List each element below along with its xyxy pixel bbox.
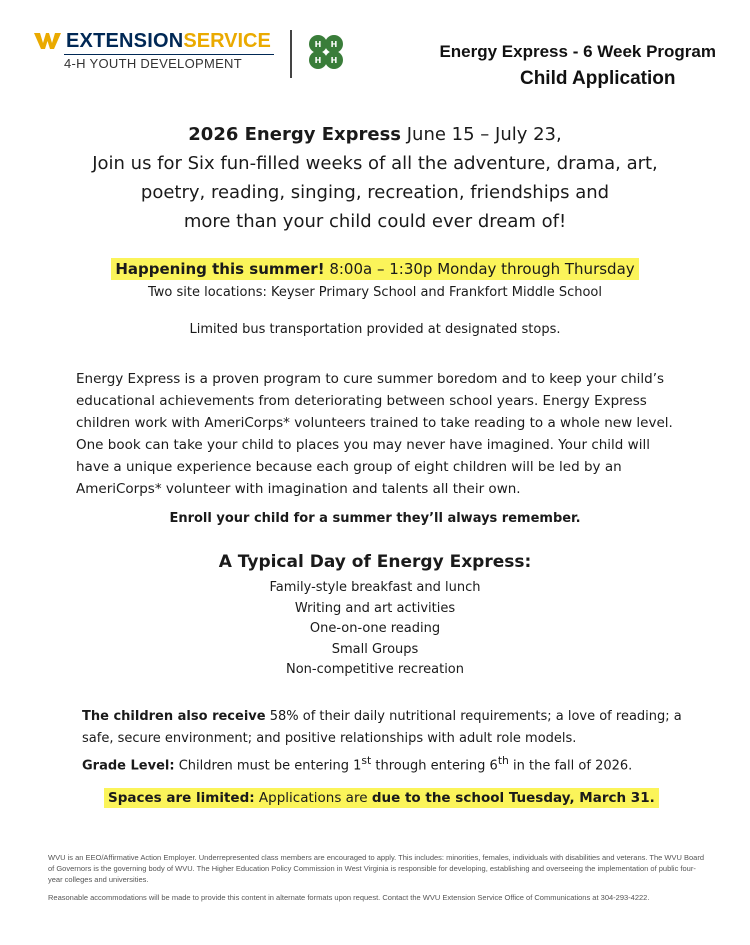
- intro-year-title: 2026 Energy Express: [188, 124, 402, 145]
- program-title-block: [439, 42, 716, 90]
- 4h-clover-icon: [304, 30, 348, 74]
- logo-rule: [64, 54, 274, 55]
- happening-label: Happening this summer!: [115, 260, 325, 278]
- grade-sup-b: th: [497, 754, 509, 767]
- program-description: Energy Express is a proven program to cure summer boredom and to keep your child’s educational achievements from deteriorating between school years. Energy Express children work with AmeriCorps* volunteers trained to take reading to a whole new level. One book can take your child to places you may never have imagined. Your child will have a unique experience because each group of eight children will be led by an AmeriCorps* volunteer with imagination and talents all their own.: [76, 371, 673, 497]
- svg-text:H: H: [330, 40, 338, 49]
- logo-service-text: SERVICE: [183, 30, 271, 52]
- benefits-text: 58% of their daily nutritional requirements; a love of reading; a safe, secure environment; and positive relationships with adult role models.: [82, 709, 682, 746]
- spaces-mid: Applications are: [254, 790, 372, 806]
- bus-transportation: Limited bus transportation provided at designated stops.: [189, 322, 561, 337]
- typical-day-item: Small Groups: [331, 641, 419, 657]
- benefits-section: [82, 706, 682, 777]
- grade-level-line: [82, 750, 682, 777]
- program-title: Energy Express - 6 Week Program: [439, 42, 716, 61]
- logo-subtitle: 4-H YOUTH DEVELOPMENT: [64, 56, 242, 71]
- enroll-callout: Enroll your child for a summer they’ll always remember.: [169, 511, 581, 526]
- svg-text:H: H: [314, 40, 322, 49]
- eeo-statement: WVU is an EEO/Affirmative Action Employer. Underrepresented class members are encouraged to apply. This includes: minorities, females, individuals with disabilities and veterans. The WVU Board of Governors is the governing body of WVU. The Higher Education Policy Commission in West Virginia is responsible for developing, establishing and overseeing the implementation of public four-year colleges and universities.: [48, 853, 704, 884]
- deadline-notice: [104, 788, 659, 808]
- application-title: Child Application: [519, 68, 676, 89]
- header: [34, 28, 724, 88]
- logo-extension-text: EXTENSION: [66, 30, 184, 52]
- typical-day-item: Non-competitive recreation: [286, 662, 464, 677]
- intro-line-4: more than your child could ever dream of!: [183, 211, 567, 232]
- site-locations: Two site locations: Keyser Primary School and Frankfort Middle School: [148, 285, 602, 300]
- svg-text:H: H: [330, 56, 338, 65]
- grade-sup-a: st: [361, 754, 372, 767]
- spaces-label: Spaces are limited:: [108, 790, 255, 806]
- typical-day-item: Writing and art activities: [294, 600, 456, 616]
- intro-dates: June 15 – July 23,: [401, 124, 562, 145]
- grade-level-label: Grade Level:: [82, 758, 175, 774]
- typical-day-item: One-on-one reading: [309, 621, 441, 636]
- happening-highlight: [111, 258, 638, 280]
- typical-day-item: Family-style breakfast and lunch: [269, 580, 481, 595]
- typical-day-section: [0, 552, 750, 681]
- header-divider: [290, 30, 292, 78]
- happening-time: 8:00a – 1:30p Monday through Thursday: [324, 260, 635, 278]
- deadline-date: due to the school Tuesday, March 31.: [371, 790, 655, 806]
- typical-day-title: A Typical Day of Energy Express:: [218, 552, 532, 572]
- grade-text-b: through entering 6: [371, 758, 498, 774]
- intro-line-2: Join us for Six fun-filled weeks of all the adventure, drama, art,: [92, 153, 658, 174]
- accommodation-statement: Reasonable accommodations will be made to provide this content in alternate formats upon request. Contact the WVU Extension Service Office of Communications at 304-293-4222.: [48, 893, 650, 902]
- benefits-label: The children also receive: [82, 709, 266, 724]
- svg-text:H: H: [314, 56, 322, 65]
- grade-text-a: Children must be entering 1: [174, 758, 362, 774]
- wvu-extension-logo: [34, 30, 279, 71]
- happening-section: [0, 258, 750, 304]
- grade-text-c: in the fall of 2026.: [508, 758, 633, 774]
- intro-section: [0, 120, 750, 236]
- flying-wv-icon: [34, 31, 64, 51]
- intro-line-3: poetry, reading, singing, recreation, friendships and: [140, 182, 610, 203]
